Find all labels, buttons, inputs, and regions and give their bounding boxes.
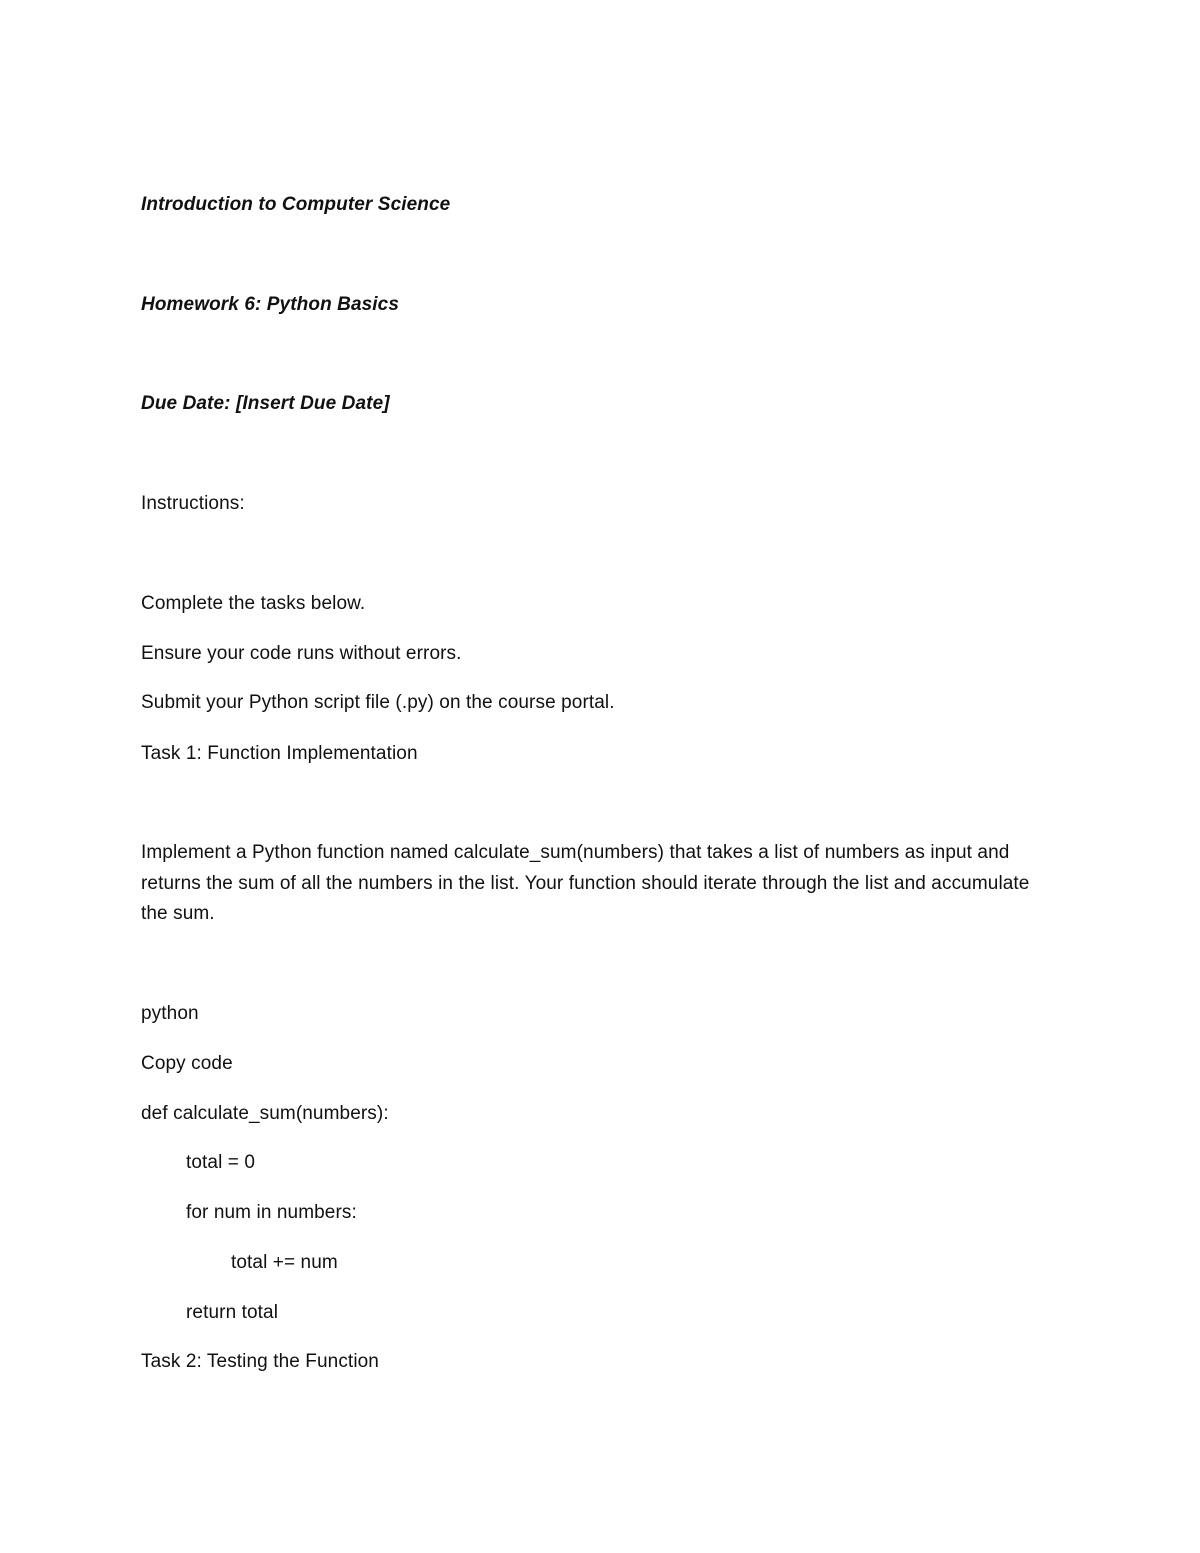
task1-heading: Task 1: Function Implementation bbox=[141, 743, 418, 764]
instruction-item: Submit your Python script file (.py) on the course portal. bbox=[141, 692, 615, 713]
instruction-item: Complete the tasks below. bbox=[141, 593, 366, 614]
code-line: def calculate_sum(numbers): bbox=[141, 1103, 389, 1124]
task2-heading: Task 2: Testing the Function bbox=[141, 1351, 379, 1372]
course-title: Introduction to Computer Science bbox=[141, 194, 451, 215]
homework-title: Homework 6: Python Basics bbox=[141, 294, 400, 315]
task1-description: Implement a Python function named calculate_sum(numbers) that takes a list of numbers as input and returns the sum of all the numbers in the list. Your function should iterate through the list and accumulate the sum. bbox=[141, 842, 1030, 924]
copy-code-button[interactable]: Copy code bbox=[141, 1053, 233, 1074]
code-language-label: python bbox=[141, 1003, 199, 1024]
code-line: for num in numbers: bbox=[186, 1202, 357, 1223]
code-line: total = 0 bbox=[186, 1152, 256, 1173]
due-date: Due Date: [Insert Due Date] bbox=[141, 393, 390, 414]
instructions-heading: Instructions: bbox=[141, 493, 245, 514]
code-line: total += num bbox=[231, 1252, 338, 1273]
instruction-item: Ensure your code runs without errors. bbox=[141, 643, 462, 664]
code-line: return total bbox=[186, 1302, 279, 1323]
